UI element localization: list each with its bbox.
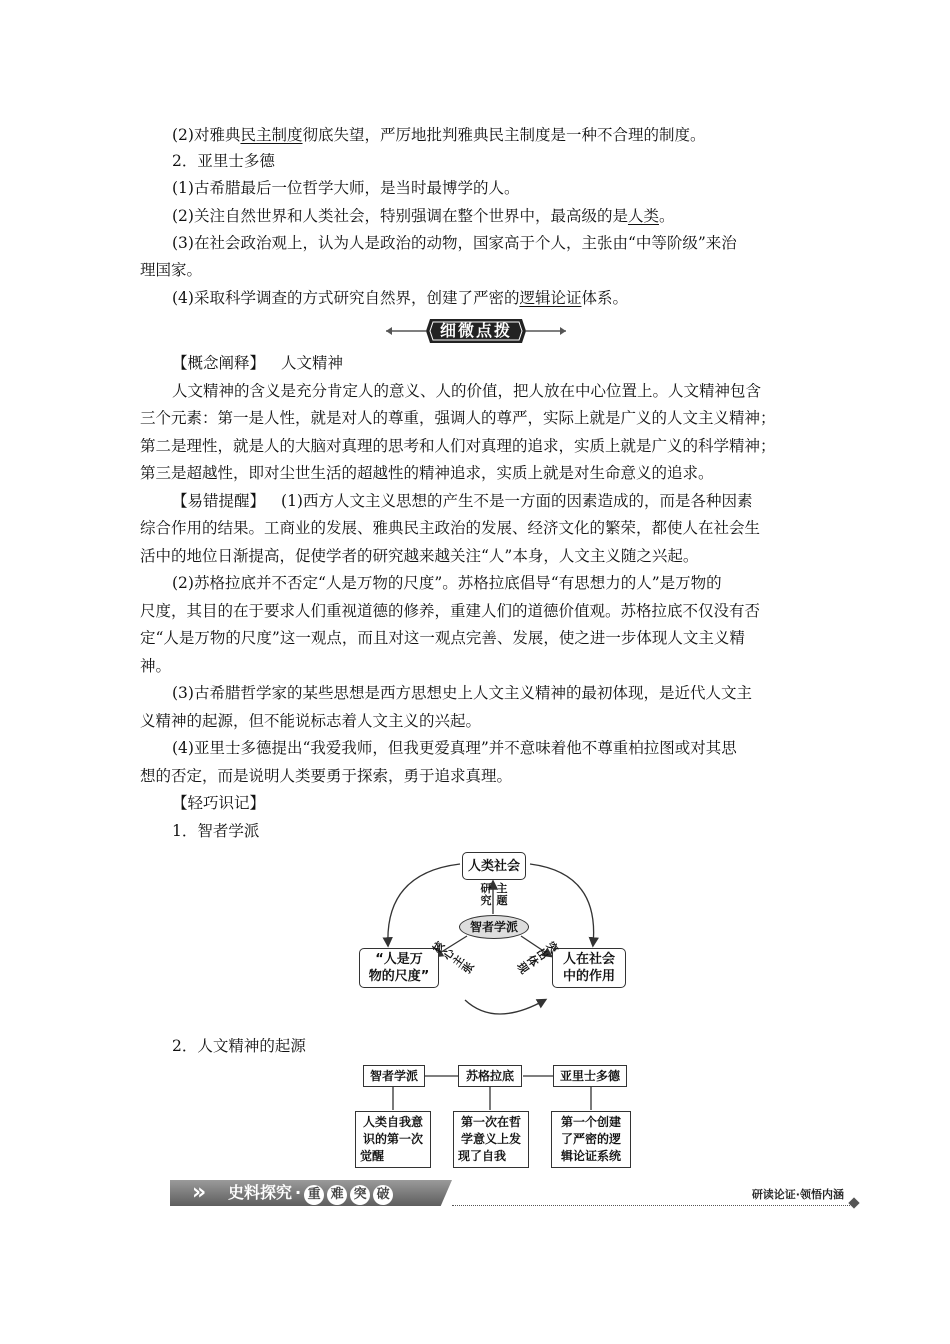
edge-label-research: 研究 <box>480 882 492 907</box>
text: (2)关注自然世界和人类社会，特别强调在整个世界中，最高级的是 <box>172 207 628 225</box>
head-socrates: 苏格拉底 <box>458 1065 522 1087</box>
footer-char: 重 <box>304 1185 324 1205</box>
sophist-diagram <box>355 848 630 1023</box>
underlined-term: 人类 <box>627 207 659 225</box>
footer-rule <box>452 1205 850 1207</box>
paragraph: 想的否定，而是说明人类要勇于探索，勇于追求真理。 <box>140 767 513 785</box>
footer-title-text: 史料探究 <box>228 1183 293 1202</box>
footer-char: 难 <box>327 1185 347 1205</box>
node-line: “人是万 <box>375 952 423 967</box>
paragraph <box>172 205 675 227</box>
paragraph: 神。 <box>140 657 172 675</box>
body-line: 觉醒 <box>360 1149 385 1163</box>
paragraph <box>172 124 706 146</box>
body-line: 现了自我 <box>458 1149 507 1163</box>
paragraph: (2)苏格拉底并不否定“人是万物的尺度”。苏格拉底倡导“有思想力的人”是万物的 <box>172 574 722 592</box>
text: 体系。 <box>581 289 628 307</box>
paragraph <box>172 287 628 309</box>
paragraph: 活中的地位日渐提高，促使学者的研究越来越关注“人”本身，人文主义随之兴起。 <box>140 547 699 565</box>
paragraph: 三个元素：第一是人性，就是对人的尊重，强调人的尊严，实际上就是广义的人文主义精神； <box>140 409 776 427</box>
banner-title: 细微点拨 <box>439 321 512 340</box>
body-line: 学意义上发 <box>460 1132 521 1146</box>
section-banner <box>386 317 566 345</box>
node-human-society: 人类社会 <box>462 852 526 880</box>
text: 。 <box>658 207 675 225</box>
concept-title: 人文精神 <box>281 354 344 372</box>
body-line: 人类自我意 <box>362 1115 423 1129</box>
paragraph: (3)古希腊哲学家的某些思想是西方思想史上人文主义精神的最初体现，是近代人文主 <box>172 684 752 702</box>
paragraph: (1)古希腊最后一位哲学大师，是当时最博学的人。 <box>172 179 520 197</box>
node-line: 人在社会 <box>562 952 615 967</box>
paragraph: 第三是超越性，即对尘世生活的超越性的精神追求，实质上就是对生命意义的追求。 <box>140 464 714 482</box>
text: (2)对雅典 <box>172 126 241 144</box>
body-line: 了严密的逻 <box>560 1132 621 1146</box>
paragraph: (3)在社会政治观上，认为人是政治的动物，国家高于个人，主张由“中等阶级”来治 <box>172 234 737 252</box>
head-sophists: 智者学派 <box>363 1065 425 1087</box>
footer-right-text: 研读论证·领悟内涵 <box>751 1188 844 1201</box>
body-sophists <box>355 1111 431 1168</box>
node-line: 物的尺度” <box>368 969 430 984</box>
diamond-icon <box>848 1197 859 1208</box>
body-line: 识的第一次 <box>362 1132 423 1146</box>
node-sophists: 智者学派 <box>459 915 529 939</box>
underlined-term: 逻辑论证 <box>519 289 582 307</box>
origins-diagram <box>355 1062 635 1168</box>
body-line: 第一个创建 <box>560 1115 621 1129</box>
paragraph: (4)亚里士多德提出“我爱我师，但我更爱真理”并不意味着他不尊重柏拉图或对其思 <box>172 739 737 757</box>
node-man-measure <box>359 948 439 988</box>
paragraph <box>172 490 752 512</box>
node-line: 中的作用 <box>562 969 615 984</box>
footer-title <box>228 1180 393 1206</box>
paragraph: 综合作用的结果。工商业的发展、雅典民主政治的发展、经济文化的繁荣，都使人在社会生 <box>140 519 761 537</box>
paragraph: 定“人是万物的尺度”这一观点，而且对这一观点完善、发展，使之进一步体现人文主义精 <box>140 629 745 647</box>
concept-label: 【概念阐释】 <box>172 354 266 372</box>
paragraph: 理国家。 <box>140 261 203 279</box>
edge-label-core-claim: 核心主张 <box>430 939 477 977</box>
paragraph: 第二是理性，就是人的大脑对真理的思考和人们对真理的追求，实质上就是广义的科学精神； <box>140 437 776 455</box>
body-socrates <box>453 1111 529 1168</box>
footer-title-dot: · <box>295 1183 302 1202</box>
head-aristotle: 亚里士多德 <box>553 1065 627 1087</box>
chevron-icon: » <box>192 1180 207 1205</box>
underlined-term: 民主制度 <box>240 126 303 144</box>
body-line: 辑论证系统 <box>560 1149 621 1163</box>
item-heading: 1．智者学派 <box>172 822 260 840</box>
footer-char: 突 <box>350 1185 370 1205</box>
item-heading: 2．亚里士多德 <box>172 152 275 170</box>
mistakes-label: 【易错提醒】 <box>172 492 266 510</box>
text: (1)西方人文主义思想的产生不是一方面的因素造成的，而是各种因素 <box>281 492 753 510</box>
edge-label-embodiment: 突出体现 <box>514 939 561 977</box>
text: (4)采取科学调查的方式研究自然界，创建了严密的 <box>172 289 520 307</box>
text: 彻底失望，严厉地批判雅典民主制度是一种不合理的制度。 <box>302 126 706 144</box>
memory-label: 【轻巧识记】 <box>172 794 266 812</box>
body-line: 第一次在哲 <box>460 1115 521 1129</box>
concept-heading <box>172 352 343 374</box>
footer-char: 破 <box>373 1185 393 1205</box>
paragraph: 义精神的起源，但不能说标志着人文主义的兴起。 <box>140 712 482 730</box>
paragraph: 尺度，其目的在于要求人们重视道德的修养，重建人们的道德价值观。苏格拉底不仅没有否 <box>140 602 761 620</box>
paragraph: 人文精神的含义是充分肯定人的意义、人的价值，把人放在中心位置上。人文精神包含 <box>172 382 762 400</box>
body-aristotle <box>551 1111 631 1168</box>
edge-label-topic: 主题 <box>496 882 508 907</box>
item-heading: 2．人文精神的起源 <box>172 1037 306 1055</box>
footer-banner <box>170 1178 860 1208</box>
node-human-role <box>552 948 626 988</box>
